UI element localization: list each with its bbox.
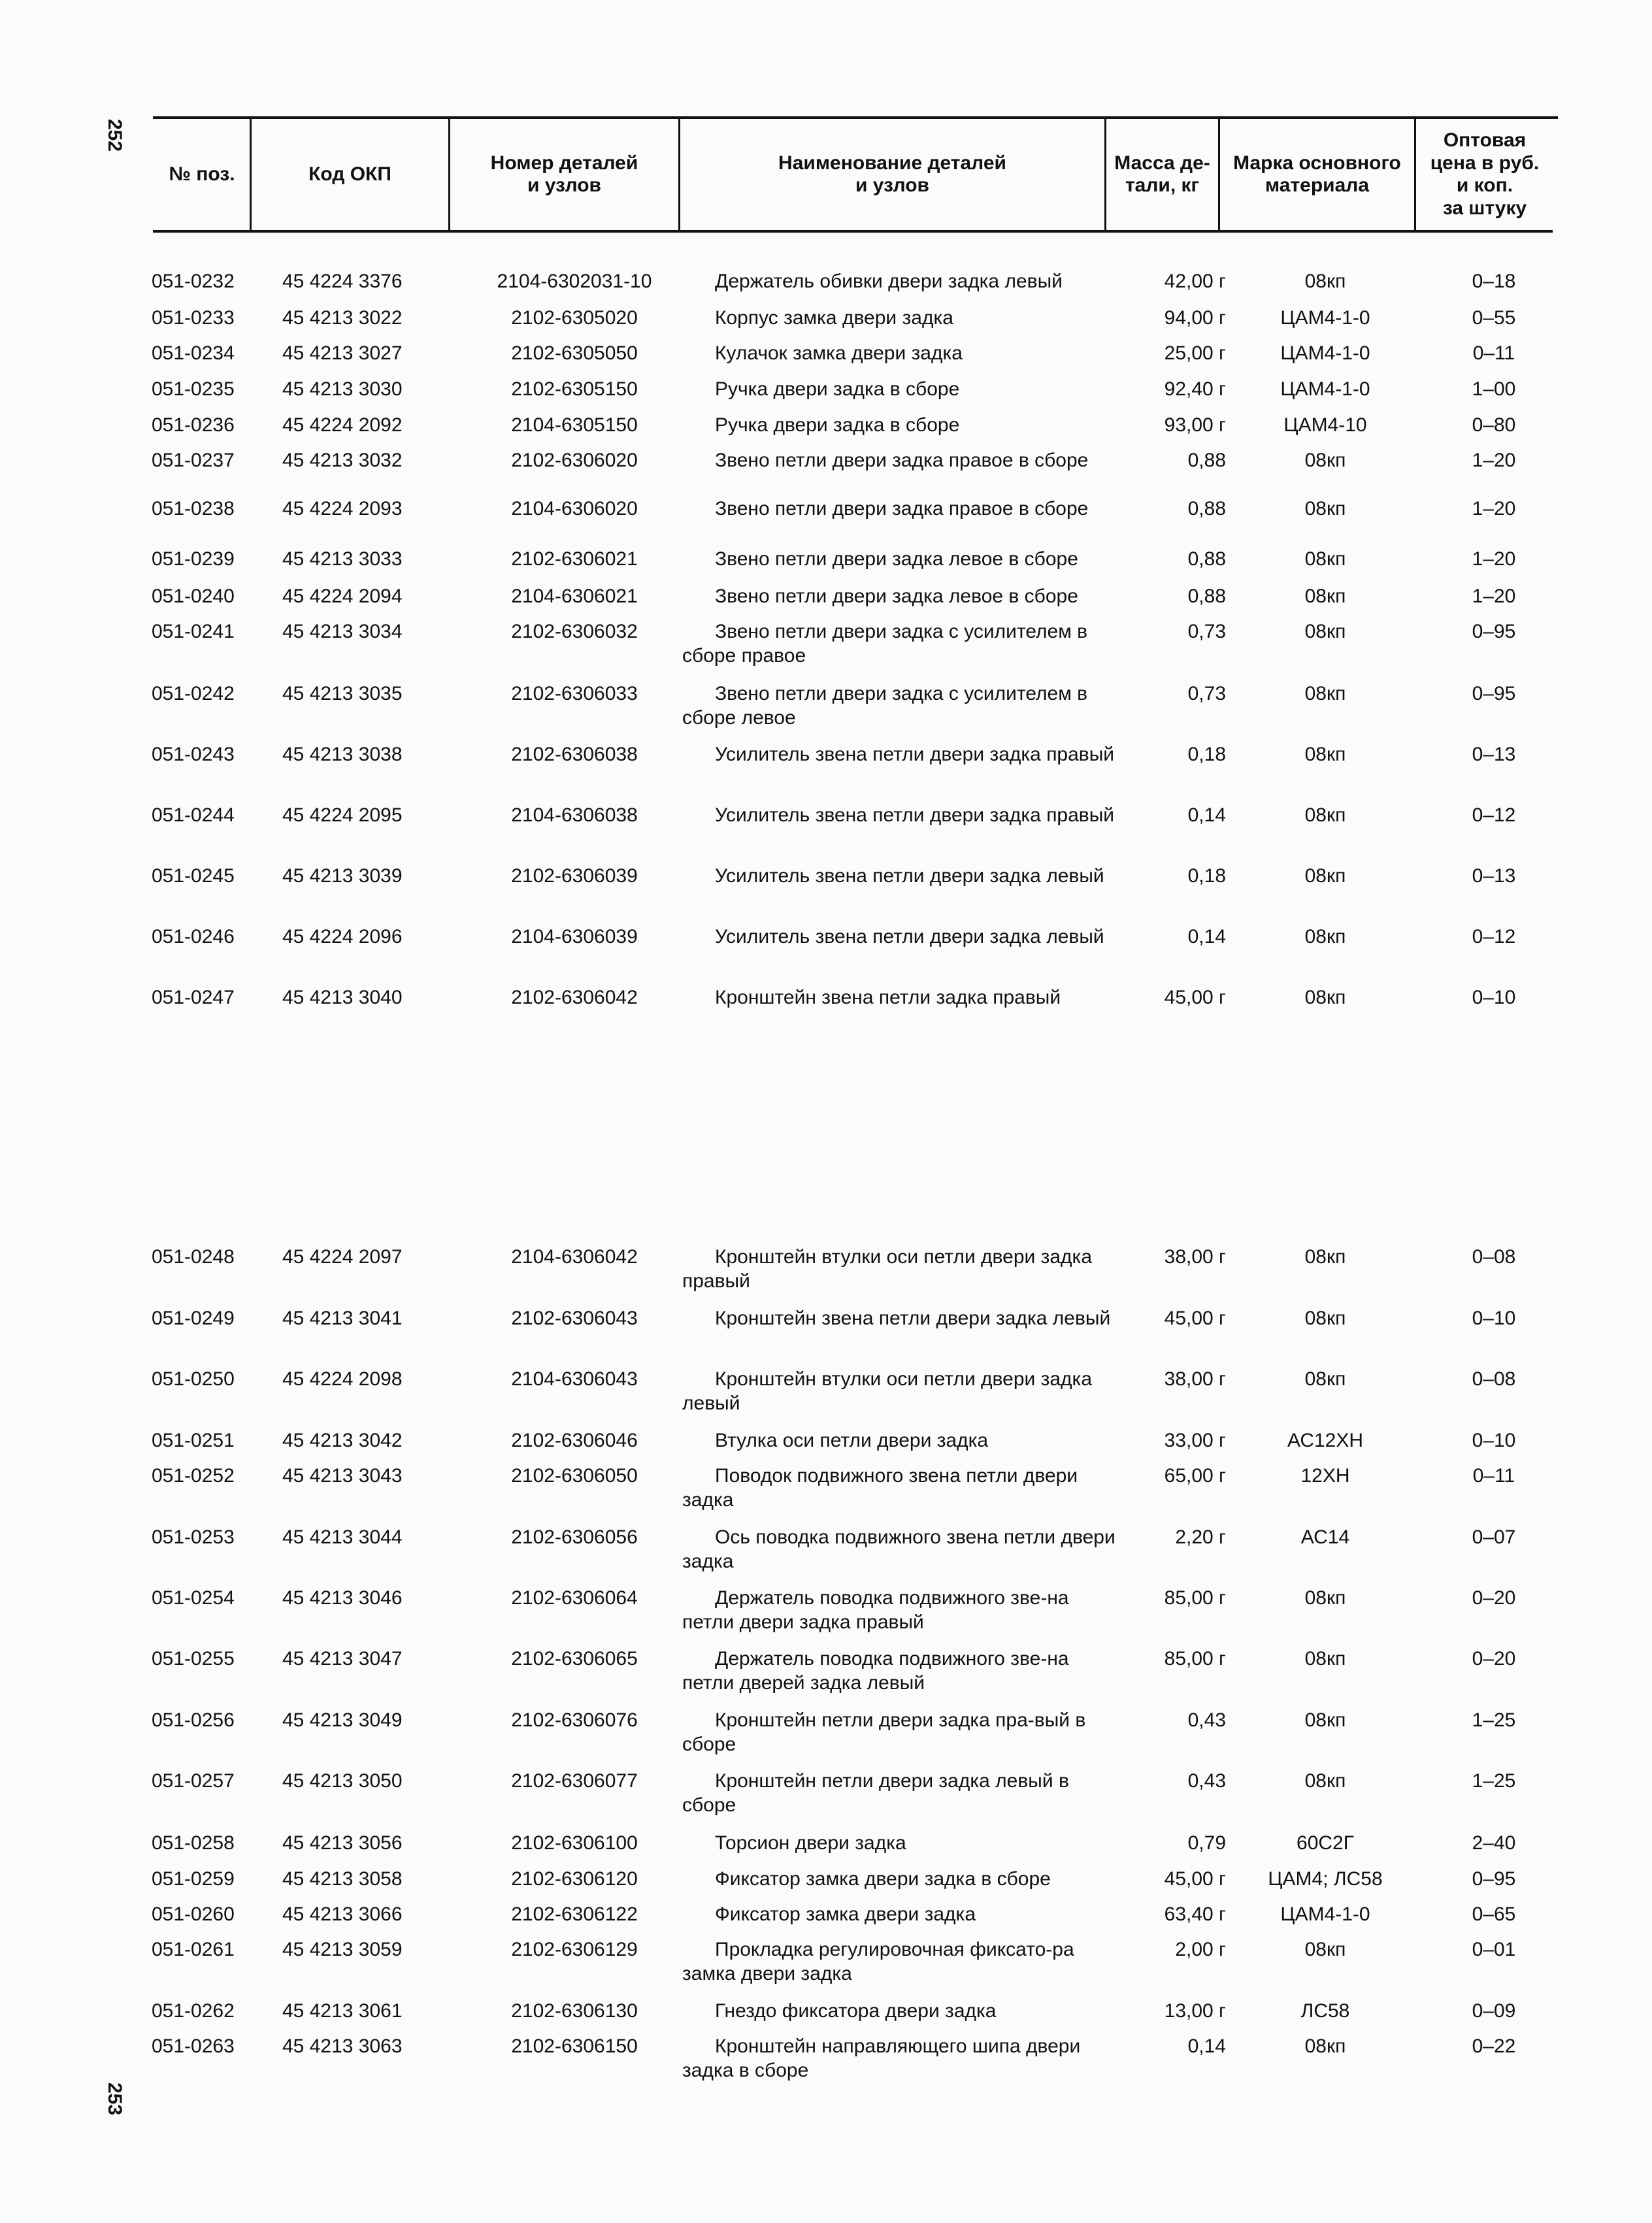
- wholesale-price: 0–08: [1472, 1246, 1516, 1268]
- part-name: Фиксатор замка двери задка в сборе: [715, 1868, 1051, 1890]
- position-number: 051-0249: [152, 1308, 235, 1329]
- part-name: Кулачок замка двери задка: [715, 342, 963, 364]
- part-mass: 0,18: [1187, 865, 1226, 887]
- part-name: Усилитель звена петли двери задка правый: [715, 744, 1115, 765]
- okp-code: 45 4213 3044: [282, 1526, 403, 1548]
- part-number: 2102-6306130: [511, 2000, 638, 2022]
- part-mass: 0,14: [1187, 804, 1226, 826]
- okp-code: 45 4213 3058: [282, 1868, 403, 1890]
- header-part-number: Номер деталей и узлов: [490, 152, 638, 196]
- material-grade: 08кп: [1304, 621, 1346, 642]
- position-number: 051-0234: [152, 342, 235, 364]
- position-number: 051-0246: [152, 926, 235, 947]
- part-mass: 0,73: [1187, 621, 1226, 642]
- part-name: Гнездо фиксатора двери задка: [715, 2000, 997, 2022]
- part-name: Втулка оси петли двери задка: [715, 1430, 989, 1451]
- okp-code: 45 4224 2094: [282, 585, 403, 607]
- position-number: 051-0259: [152, 1868, 235, 1890]
- part-number: 2102-6306038: [511, 744, 638, 765]
- part-number: 2102-6306129: [511, 1939, 638, 1960]
- position-number: 051-0245: [152, 865, 235, 887]
- position-number: 051-0237: [152, 450, 235, 471]
- part-number: 2102-6306076: [511, 1709, 638, 1731]
- okp-code: 45 4224 2092: [282, 414, 403, 436]
- material-grade: 08кп: [1304, 1648, 1346, 1670]
- part-number: 2102-6306032: [511, 621, 638, 642]
- wholesale-price: 0–18: [1472, 271, 1516, 292]
- material-grade: АС12ХН: [1287, 1430, 1364, 1451]
- part-name: Держатель поводка подвижного зве-на петли двери задка правый: [682, 1587, 1069, 1633]
- part-name: Кронштейн направляющего шипа двери задка в сборе: [682, 2035, 1081, 2081]
- wholesale-price: 0–20: [1472, 1648, 1516, 1670]
- position-number: 051-0240: [152, 585, 235, 607]
- wholesale-price: 0–80: [1472, 414, 1516, 436]
- position-number: 051-0263: [152, 2035, 235, 2057]
- part-number: 2102-6306120: [511, 1868, 638, 1890]
- okp-code: 45 4224 2098: [282, 1368, 403, 1390]
- part-name: Усилитель звена петли двери задка левый: [715, 865, 1104, 887]
- part-name: Поводок подвижного звена петли двери задка: [682, 1465, 1078, 1511]
- wholesale-price: 0–07: [1472, 1526, 1516, 1548]
- part-mass: 2,20 г: [1175, 1526, 1226, 1548]
- part-name: Кронштейн звена петли двери задка левый: [715, 1308, 1111, 1329]
- wholesale-price: 0–12: [1472, 926, 1516, 947]
- position-number: 051-0232: [152, 271, 235, 292]
- header-pos: № поз.: [169, 163, 235, 185]
- okp-code: 45 4213 3030: [282, 378, 403, 400]
- wholesale-price: 0–95: [1472, 683, 1516, 704]
- wholesale-price: 0–10: [1472, 1430, 1516, 1451]
- part-mass: 42,00 г: [1164, 271, 1226, 292]
- part-number: 2102-6306046: [511, 1430, 638, 1451]
- part-number: 2102-6306122: [511, 1903, 638, 1925]
- position-number: 051-0235: [152, 378, 235, 400]
- wholesale-price: 0–10: [1472, 1308, 1516, 1329]
- position-number: 051-0238: [152, 498, 235, 519]
- part-name: Звено петли двери задка с усилителем в сборе левое: [682, 683, 1088, 729]
- part-mass: 38,00 г: [1164, 1368, 1226, 1390]
- material-grade: ЦАМ4; ЛС58: [1268, 1868, 1383, 1890]
- part-name: Ручка двери задка в сборе: [715, 414, 960, 436]
- material-grade: 08кп: [1304, 1939, 1346, 1960]
- position-number: 051-0239: [152, 548, 235, 570]
- okp-code: 45 4224 2095: [282, 804, 403, 826]
- part-name: Кронштейн петли двери задка левый в сборе: [682, 1770, 1069, 1816]
- part-number: 2102-6306056: [511, 1526, 638, 1548]
- part-number: 2104-6306042: [511, 1246, 638, 1268]
- part-mass: 0,14: [1187, 926, 1226, 947]
- part-number: 2104-6305150: [511, 414, 638, 436]
- okp-code: 45 4213 3034: [282, 621, 403, 642]
- position-number: 051-0255: [152, 1648, 235, 1670]
- wholesale-price: 0–11: [1472, 342, 1515, 364]
- part-name: Фиксатор замка двери задка: [715, 1903, 976, 1925]
- page-number-bottom: 253: [104, 2082, 126, 2116]
- part-number: 2102-6305150: [511, 378, 638, 400]
- okp-code: 45 4213 3033: [282, 548, 403, 570]
- wholesale-price: 1–25: [1472, 1770, 1516, 1792]
- material-grade: 08кп: [1304, 1587, 1346, 1609]
- wholesale-price: 0–08: [1472, 1368, 1516, 1390]
- part-mass: 2,00 г: [1175, 1939, 1226, 1960]
- header-mass: Масса де- тали, кг: [1114, 152, 1210, 196]
- material-grade: 08кп: [1304, 498, 1346, 519]
- part-name: Усилитель звена петли двери задка правый: [715, 804, 1115, 826]
- material-grade: ЦАМ4-1-0: [1280, 1903, 1370, 1925]
- position-number: 051-0252: [152, 1465, 235, 1487]
- part-mass: 0,79: [1187, 1832, 1226, 1854]
- part-name: Ручка двери задка в сборе: [715, 378, 960, 400]
- position-number: 051-0251: [152, 1430, 235, 1451]
- part-mass: 92,40 г: [1164, 378, 1226, 400]
- header-bottom-rule: [153, 230, 1553, 233]
- wholesale-price: 0–01: [1472, 1939, 1516, 1960]
- part-number: 2102-6305020: [511, 307, 638, 329]
- okp-code: 45 4213 3022: [282, 307, 403, 329]
- part-mass: 45,00 г: [1164, 1868, 1226, 1890]
- position-number: 051-0261: [152, 1939, 235, 1960]
- part-number: 2104-6302031-10: [497, 271, 652, 292]
- part-number: 2102-6306150: [511, 2035, 638, 2057]
- position-number: 051-0242: [152, 683, 235, 704]
- part-mass: 25,00 г: [1164, 342, 1226, 364]
- okp-code: 45 4213 3061: [282, 2000, 403, 2022]
- material-grade: ЦАМ4-1-0: [1280, 378, 1370, 400]
- part-mass: 0,88: [1187, 498, 1226, 519]
- position-number: 051-0257: [152, 1770, 235, 1792]
- material-grade: 08кп: [1304, 683, 1346, 704]
- okp-code: 45 4213 3047: [282, 1648, 403, 1670]
- material-grade: АС14: [1300, 1526, 1350, 1548]
- okp-code: 45 4224 2096: [282, 926, 403, 947]
- wholesale-price: 0–12: [1472, 804, 1516, 826]
- position-number: 051-0256: [152, 1709, 235, 1731]
- header-part-name: Наименование деталей и узлов: [778, 152, 1006, 196]
- okp-code: 45 4213 3046: [282, 1587, 403, 1609]
- material-grade: 08кп: [1304, 271, 1346, 292]
- part-number: 2104-6306043: [511, 1368, 638, 1390]
- part-name: Звено петли двери задка с усилителем в сборе правое: [682, 621, 1088, 667]
- part-name: Прокладка регулировочная фиксато-ра замка двери задка: [682, 1939, 1074, 1984]
- part-number: 2102-6306064: [511, 1587, 638, 1609]
- material-grade: 08кп: [1304, 1770, 1346, 1792]
- position-number: 051-0258: [152, 1832, 235, 1854]
- wholesale-price: 0–13: [1472, 865, 1516, 887]
- material-grade: ЛС58: [1300, 2000, 1350, 2022]
- okp-code: 45 4224 2093: [282, 498, 403, 519]
- okp-code: 45 4213 3035: [282, 683, 403, 704]
- material-grade: 08кп: [1304, 865, 1346, 887]
- header-okp: Код ОКП: [308, 163, 391, 185]
- okp-code: 45 4213 3042: [282, 1430, 403, 1451]
- part-mass: 0,18: [1187, 744, 1226, 765]
- part-number: 2102-6306100: [511, 1832, 638, 1854]
- material-grade: 08кп: [1304, 926, 1346, 947]
- material-grade: 08кп: [1304, 585, 1346, 607]
- wholesale-price: 0–13: [1472, 744, 1516, 765]
- material-grade: 08кп: [1304, 450, 1346, 471]
- part-number: 2102-6306020: [511, 450, 638, 471]
- position-number: 051-0241: [152, 621, 235, 642]
- okp-code: 45 4213 3027: [282, 342, 403, 364]
- wholesale-price: 1–25: [1472, 1709, 1516, 1731]
- material-grade: ЦАМ4-1-0: [1280, 307, 1370, 329]
- okp-code: 45 4213 3043: [282, 1465, 403, 1487]
- part-number: 2102-6306043: [511, 1308, 638, 1329]
- part-name: Торсион двери задка: [715, 1832, 906, 1854]
- part-mass: 0,88: [1187, 548, 1226, 570]
- part-number: 2104-6306038: [511, 804, 638, 826]
- material-grade: 08кп: [1304, 2035, 1346, 2057]
- wholesale-price: 2–40: [1472, 1832, 1516, 1854]
- part-number: 2102-6306077: [511, 1770, 638, 1792]
- part-name: Держатель поводка подвижного зве-на петли дверей задка левый: [682, 1648, 1069, 1694]
- wholesale-price: 0–55: [1472, 307, 1516, 329]
- material-grade: 08кп: [1304, 1368, 1346, 1390]
- material-grade: 08кп: [1304, 1246, 1346, 1268]
- part-name: Звено петли двери задка правое в сборе: [715, 498, 1089, 519]
- okp-code: 45 4213 3063: [282, 2035, 403, 2057]
- wholesale-price: 0–11: [1472, 1465, 1515, 1487]
- part-name: Звено петли двери задка левое в сборе: [715, 585, 1078, 607]
- material-grade: ЦАМ4-1-0: [1280, 342, 1370, 364]
- okp-code: 45 4213 3049: [282, 1709, 403, 1731]
- part-mass: 0,14: [1187, 2035, 1226, 2057]
- okp-code: 45 4213 3039: [282, 865, 403, 887]
- material-grade: ЦАМ4-10: [1283, 414, 1367, 436]
- wholesale-price: 0–22: [1472, 2035, 1516, 2057]
- wholesale-price: 1–20: [1472, 498, 1516, 519]
- wholesale-price: 0–95: [1472, 1868, 1516, 1890]
- part-number: 2102-6306042: [511, 987, 638, 1008]
- part-mass: 0,88: [1187, 585, 1226, 607]
- position-number: 051-0254: [152, 1587, 235, 1609]
- okp-code: 45 4213 3032: [282, 450, 403, 471]
- part-number: 2104-6306021: [511, 585, 638, 607]
- part-mass: 13,00 г: [1164, 2000, 1226, 2022]
- part-mass: 38,00 г: [1164, 1246, 1226, 1268]
- part-name: Кронштейн петли двери задка пра-вый в сборе: [682, 1709, 1086, 1755]
- header-material: Марка основного материала: [1233, 152, 1401, 196]
- part-number: 2102-6306039: [511, 865, 638, 887]
- part-mass: 0,88: [1187, 450, 1226, 471]
- part-mass: 45,00 г: [1164, 1308, 1226, 1329]
- part-name: Кронштейн звена петли задка правый: [715, 987, 1061, 1008]
- okp-code: 45 4213 3059: [282, 1939, 403, 1960]
- part-mass: 85,00 г: [1164, 1648, 1226, 1670]
- wholesale-price: 1–00: [1472, 378, 1516, 400]
- part-number: 2102-6306065: [511, 1648, 638, 1670]
- wholesale-price: 0–95: [1472, 621, 1516, 642]
- okp-code: 45 4213 3038: [282, 744, 403, 765]
- okp-code: 45 4213 3050: [282, 1770, 403, 1792]
- position-number: 051-0262: [152, 2000, 235, 2022]
- material-grade: 12ХН: [1300, 1465, 1350, 1487]
- part-mass: 94,00 г: [1164, 307, 1226, 329]
- part-mass: 33,00 г: [1164, 1430, 1226, 1451]
- okp-code: 45 4224 2097: [282, 1246, 403, 1268]
- position-number: 051-0253: [152, 1526, 235, 1548]
- part-name: Держатель обивки двери задка левый: [715, 271, 1063, 292]
- material-grade: 08кп: [1304, 987, 1346, 1008]
- part-mass: 65,00 г: [1164, 1465, 1226, 1487]
- position-number: 051-0250: [152, 1368, 235, 1390]
- wholesale-price: 0–20: [1472, 1587, 1516, 1609]
- part-number: 2104-6306020: [511, 498, 638, 519]
- position-number: 051-0233: [152, 307, 235, 329]
- part-name: Звено петли двери задка правое в сборе: [715, 450, 1089, 471]
- part-name: Кронштейн втулки оси петли двери задка левый: [682, 1368, 1093, 1414]
- part-name: Усилитель звена петли двери задка левый: [715, 926, 1104, 947]
- part-mass: 63,40 г: [1164, 1903, 1226, 1925]
- position-number: 051-0236: [152, 414, 235, 436]
- position-number: 051-0248: [152, 1246, 235, 1268]
- part-mass: 0,73: [1187, 683, 1226, 704]
- material-grade: 08кп: [1304, 548, 1346, 570]
- okp-code: 45 4224 3376: [282, 271, 403, 292]
- material-grade: 60С2Г: [1297, 1832, 1354, 1854]
- position-number: 051-0244: [152, 804, 235, 826]
- part-number: 2102-6306050: [511, 1465, 638, 1487]
- wholesale-price: 0–10: [1472, 987, 1516, 1008]
- wholesale-price: 0–09: [1472, 2000, 1516, 2022]
- material-grade: 08кп: [1304, 744, 1346, 765]
- part-name: Ось поводка подвижного звена петли двери задка: [682, 1526, 1115, 1572]
- wholesale-price: 1–20: [1472, 450, 1516, 471]
- part-name: Звено петли двери задка левое в сборе: [715, 548, 1078, 570]
- part-number: 2102-6306021: [511, 548, 638, 570]
- wholesale-price: 1–20: [1472, 548, 1516, 570]
- part-mass: 0,43: [1187, 1770, 1226, 1792]
- page-number-top: 252: [104, 118, 126, 152]
- part-mass: 45,00 г: [1164, 987, 1226, 1008]
- okp-code: 45 4213 3056: [282, 1832, 403, 1854]
- part-name: Кронштейн втулки оси петли двери задка правый: [682, 1246, 1093, 1292]
- material-grade: 08кп: [1304, 1308, 1346, 1329]
- okp-code: 45 4213 3040: [282, 987, 403, 1008]
- material-grade: 08кп: [1304, 804, 1346, 826]
- part-mass: 85,00 г: [1164, 1587, 1226, 1609]
- position-number: 051-0260: [152, 1903, 235, 1925]
- position-number: 051-0243: [152, 744, 235, 765]
- part-number: 2102-6305050: [511, 342, 638, 364]
- okp-code: 45 4213 3066: [282, 1903, 403, 1925]
- header-price: Оптовая цена в руб. и коп. за штуку: [1430, 129, 1540, 219]
- okp-code: 45 4213 3041: [282, 1308, 403, 1329]
- part-name: Корпус замка двери задка: [715, 307, 953, 329]
- part-number: 2102-6306033: [511, 683, 638, 704]
- position-number: 051-0247: [152, 987, 235, 1008]
- wholesale-price: 1–20: [1472, 585, 1516, 607]
- part-mass: 93,00 г: [1164, 414, 1226, 436]
- material-grade: 08кп: [1304, 1709, 1346, 1731]
- part-number: 2104-6306039: [511, 926, 638, 947]
- part-mass: 0,43: [1187, 1709, 1226, 1731]
- wholesale-price: 0–65: [1472, 1903, 1516, 1925]
